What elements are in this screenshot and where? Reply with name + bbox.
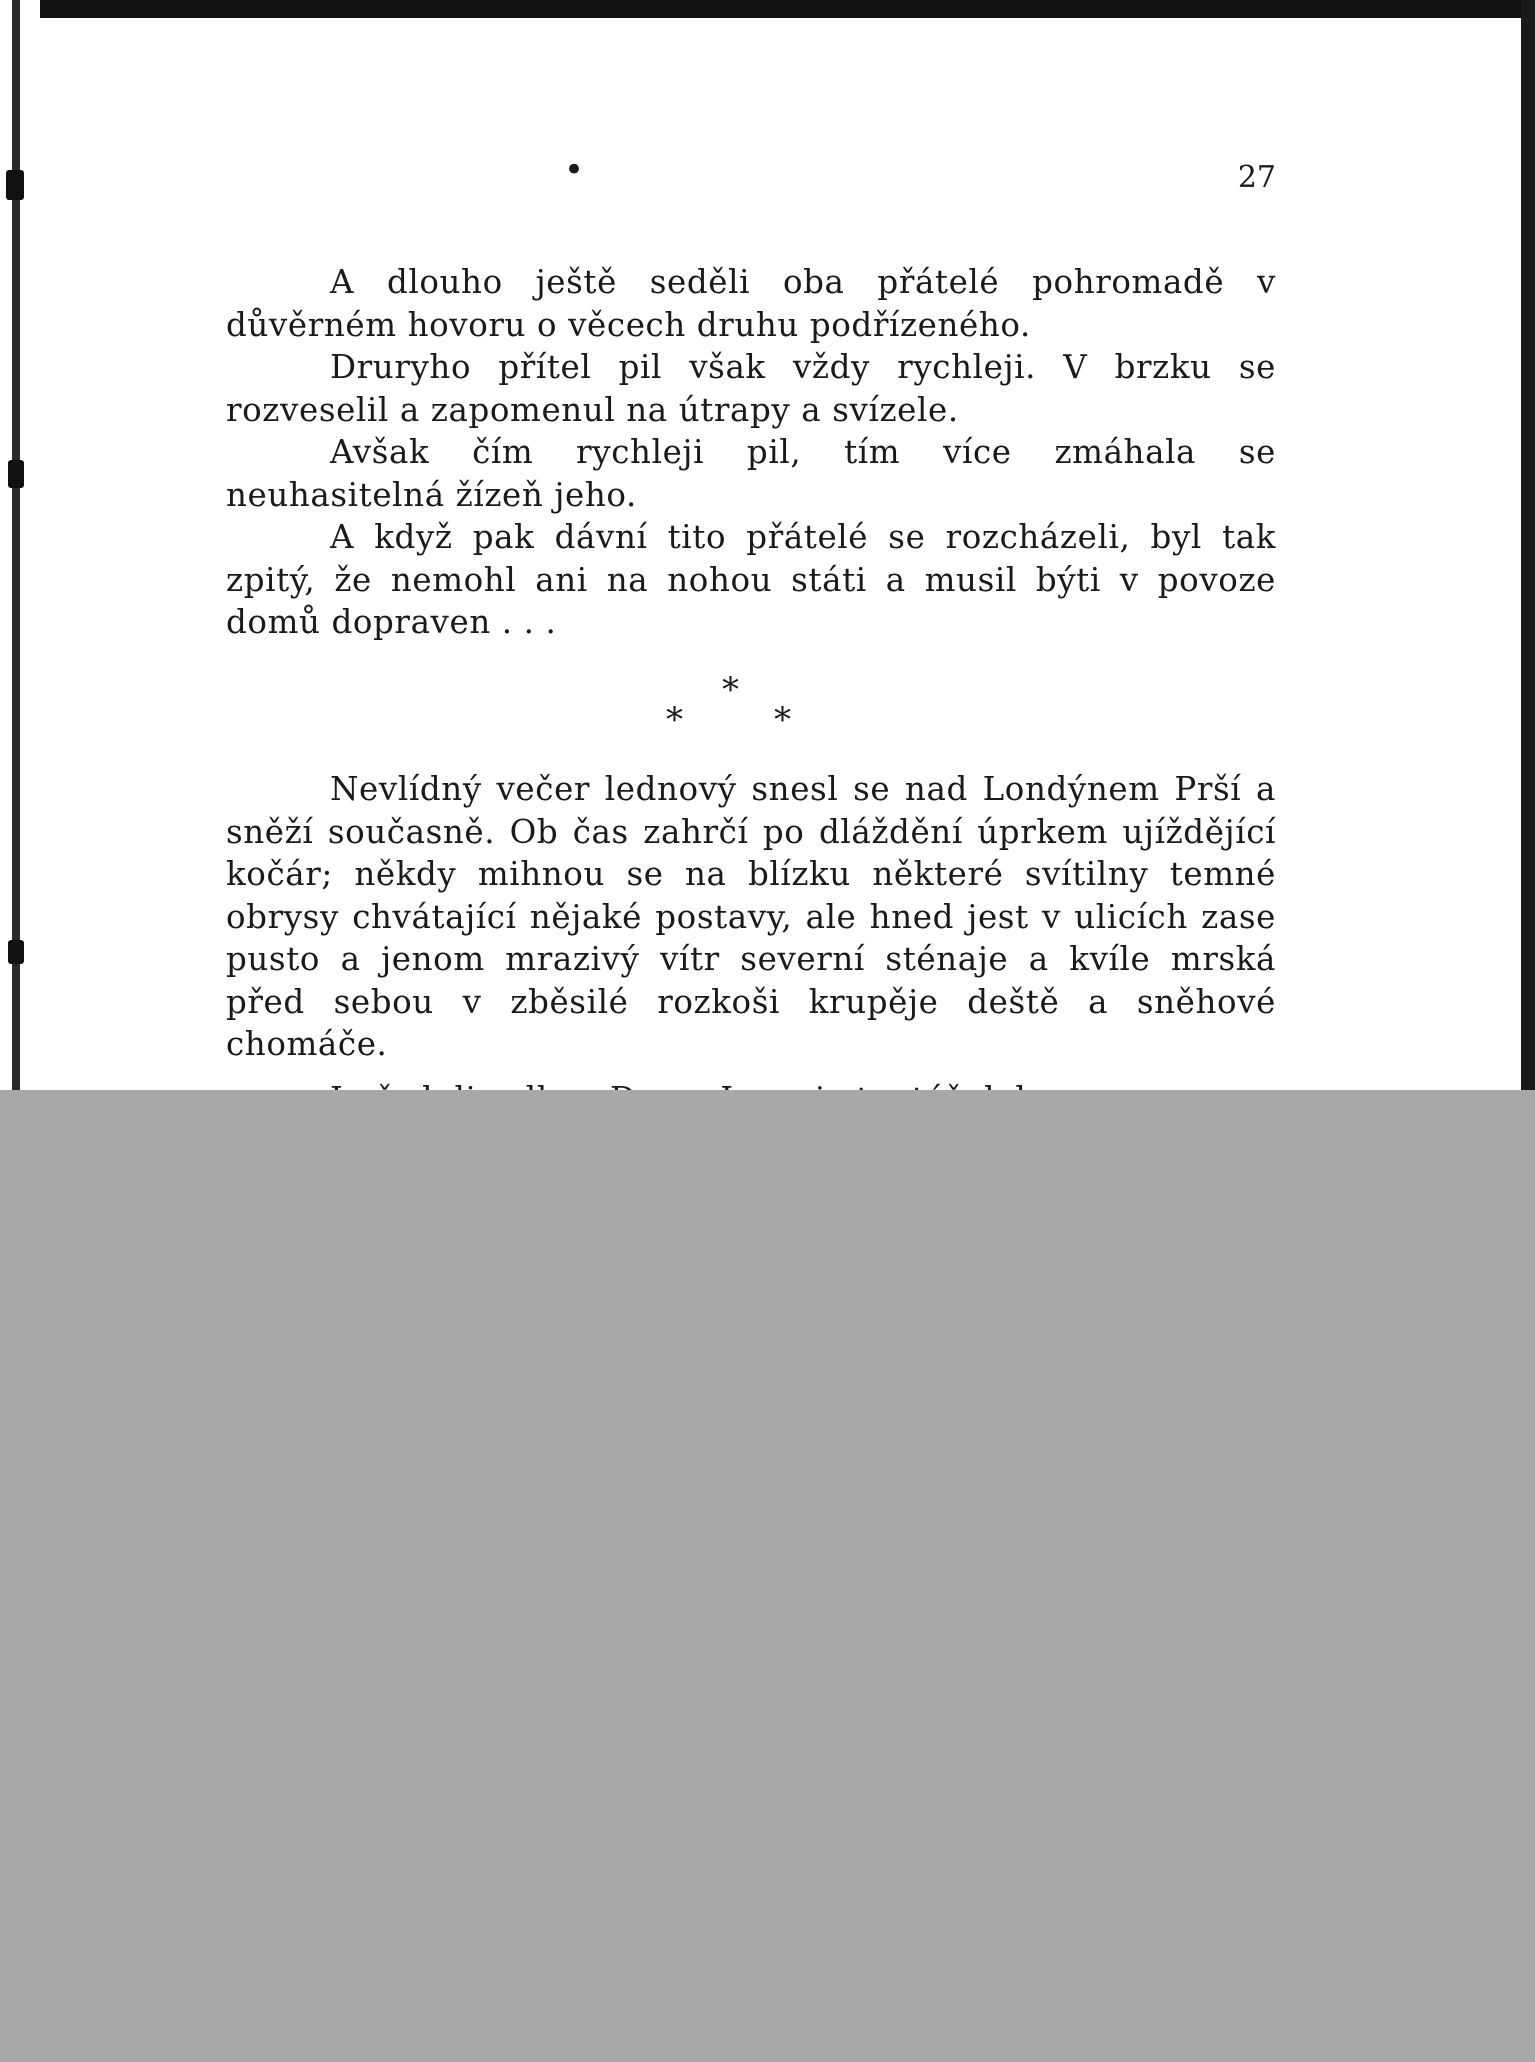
scan-left-edge	[0, 0, 40, 1100]
paragraph: Avšak čím rychleji pil, tím více zmáhala se neuhasitelná žízeň jeho.	[226, 433, 1276, 514]
scan-edge-mark	[6, 170, 24, 200]
scan-edge-mark	[8, 460, 24, 488]
separator-star: *	[722, 670, 739, 710]
page-number: 27	[1237, 160, 1276, 195]
paragraph: Druryho přítel pil však vždy rychleji. V brzku se rozveselil a zapomenul na útrapy a svízele.	[226, 348, 1276, 429]
text-column	[226, 150, 1276, 1110]
scan-top-edge	[0, 0, 1535, 18]
scan-right-edge	[1521, 0, 1535, 1090]
separator-star: *	[774, 700, 791, 740]
paragraph: Nevlídný večer lednový snesl se nad Londýnem Prší a sněží současně. Ob čas zahrčí po dláždění úprkem ujíždějící kočár; někdy mihnou se na blízku některé svítilny temné obrysy chvátající nějaké postavy, ale hned jest v ulicích zase pusto a jenom mrazivý vítr severní sténaje a kvíle mrská před sebou v zběsilé rozkoši krupěje deště a sněhové chomáče.	[226, 770, 1276, 1063]
page-dot: •	[564, 150, 585, 190]
scan-edge-mark	[8, 940, 24, 964]
separator-star: *	[666, 700, 683, 740]
paragraph: A dlouho ještě seděli oba přátelé pohromadě v důvěrném hovoru o věcech druhu podřízeného.	[226, 263, 1276, 344]
gray-cover-area	[0, 1090, 1535, 2062]
section-separator	[666, 670, 826, 740]
paragraph: A když pak dávní tito přátelé se rozcházeli, byl tak zpitý, že nemohl ani na nohou státi a musil býti v povoze domů dopraven . . .	[226, 518, 1276, 641]
